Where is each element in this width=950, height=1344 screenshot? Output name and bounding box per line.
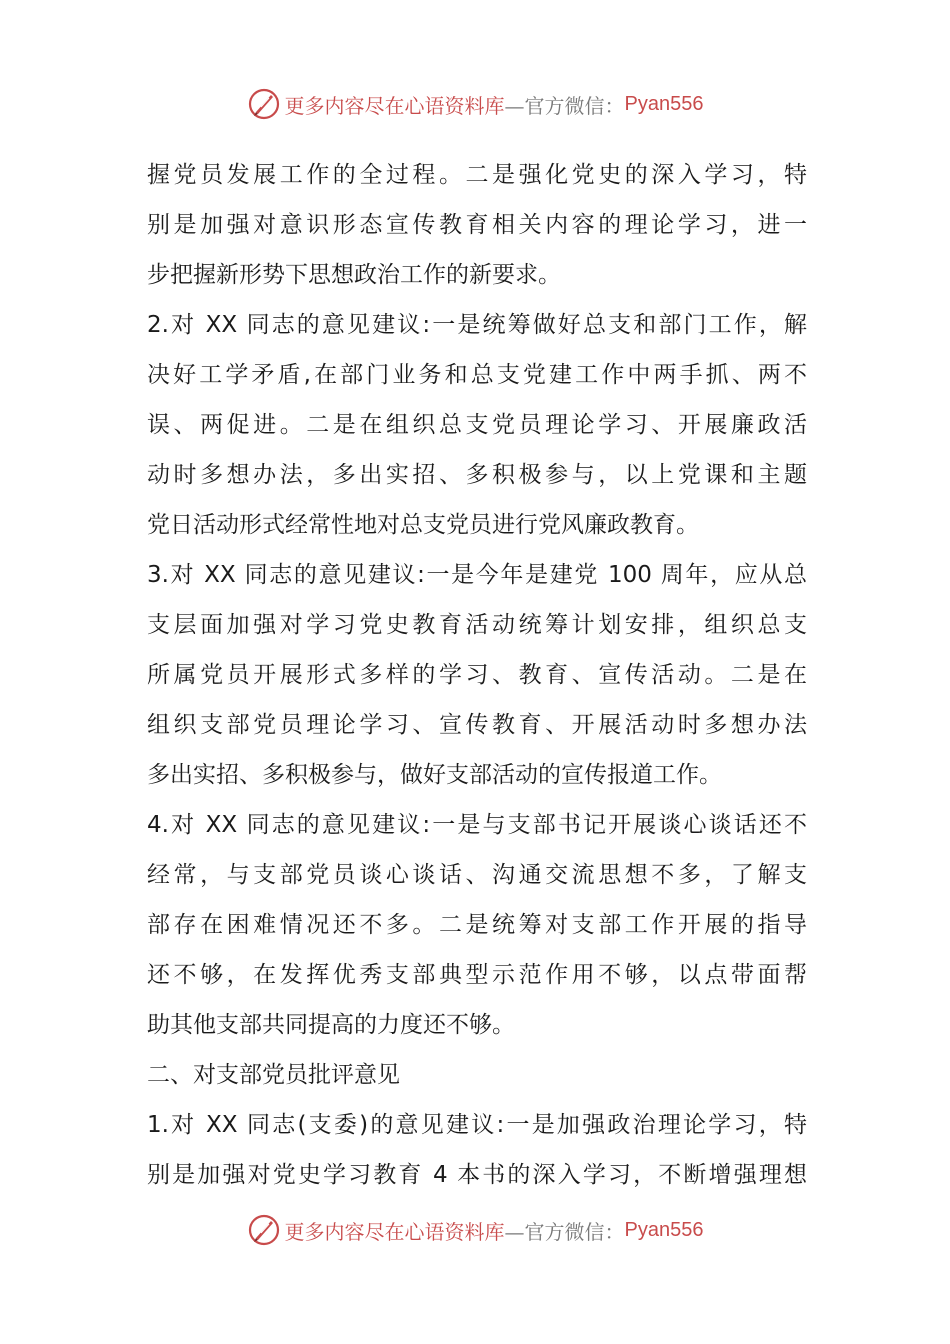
- body-line: 4.对 XX 同志的意见建议:一是与支部书记开展谈心谈话还不: [147, 812, 807, 838]
- body-line: 握党员发展工作的全过程。二是强化党史的深入学习，特: [147, 162, 807, 188]
- body-line: 所属党员开展形式多样的学习、教育、宣传活动。二是在: [147, 662, 807, 688]
- body-line: 助其他支部共同提高的力度还不够。: [147, 1012, 515, 1038]
- body-line: 别是加强对意识形态宣传教育相关内容的理论学习，进一: [147, 212, 807, 238]
- body-line: 误、两促进。二是在组织总支党员理论学习、开展廉政活: [147, 412, 807, 438]
- body-line: 组织支部党员理论学习、宣传教育、开展活动时多想办法: [147, 712, 807, 738]
- section-heading: 二、对支部党员批评意见: [147, 1062, 400, 1088]
- body-line: 支层面加强对学习党史教育活动统筹计划安排，组织总支: [147, 612, 807, 638]
- body-line: 决好工学矛盾,在部门业务和总支党建工作中两手抓、两不: [147, 362, 807, 388]
- footer-watermark-banner: [0, 1210, 950, 1250]
- watermark-site-name: 更多内容尽在心语资料库: [284, 93, 505, 118]
- watermark-wechat-id: Pyan556: [624, 92, 704, 115]
- body-line: 1.对 XX 同志(支委)的意见建议:一是加强政治理论学习，特: [147, 1112, 807, 1138]
- watermark-wechat-label: —官方微信：: [504, 93, 625, 118]
- body-line: 步把握新形势下思想政治工作的新要求。: [147, 262, 561, 288]
- body-line: 还不够，在发挥优秀支部典型示范作用不够，以点带面帮: [147, 962, 807, 988]
- body-line: 部存在困难情况还不多。二是统筹对支部工作开展的指导: [147, 912, 807, 938]
- body-line: 经常，与支部党员谈心谈话、沟通交流思想不多，了解支: [147, 862, 807, 888]
- body-line: 党日活动形式经常性地对总支党员进行党风廉政教育。: [147, 512, 699, 538]
- quill-logo-icon: [247, 1213, 281, 1247]
- watermark-wechat-label: —官方微信：: [504, 1219, 625, 1244]
- document-body: [147, 150, 807, 1200]
- body-line: 动时多想办法，多出实招、多积极参与，以上党课和主题: [147, 462, 807, 488]
- body-line: 多出实招、多积极参与，做好支部活动的宣传报道工作。: [147, 762, 722, 788]
- watermark-wechat-id: Pyan556: [624, 1218, 704, 1241]
- watermark-site-name: 更多内容尽在心语资料库: [284, 1219, 505, 1244]
- body-line: 别是加强对党史学习教育 4 本书的深入学习，不断增强理想: [147, 1162, 807, 1188]
- quill-logo-icon: [247, 87, 281, 121]
- body-line: 3.对 XX 同志的意见建议:一是今年是建党 100 周年，应从总: [147, 562, 807, 588]
- body-line: 2.对 XX 同志的意见建议:一是统筹做好总支和部门工作，解: [147, 312, 807, 338]
- header-watermark-banner: [0, 84, 950, 124]
